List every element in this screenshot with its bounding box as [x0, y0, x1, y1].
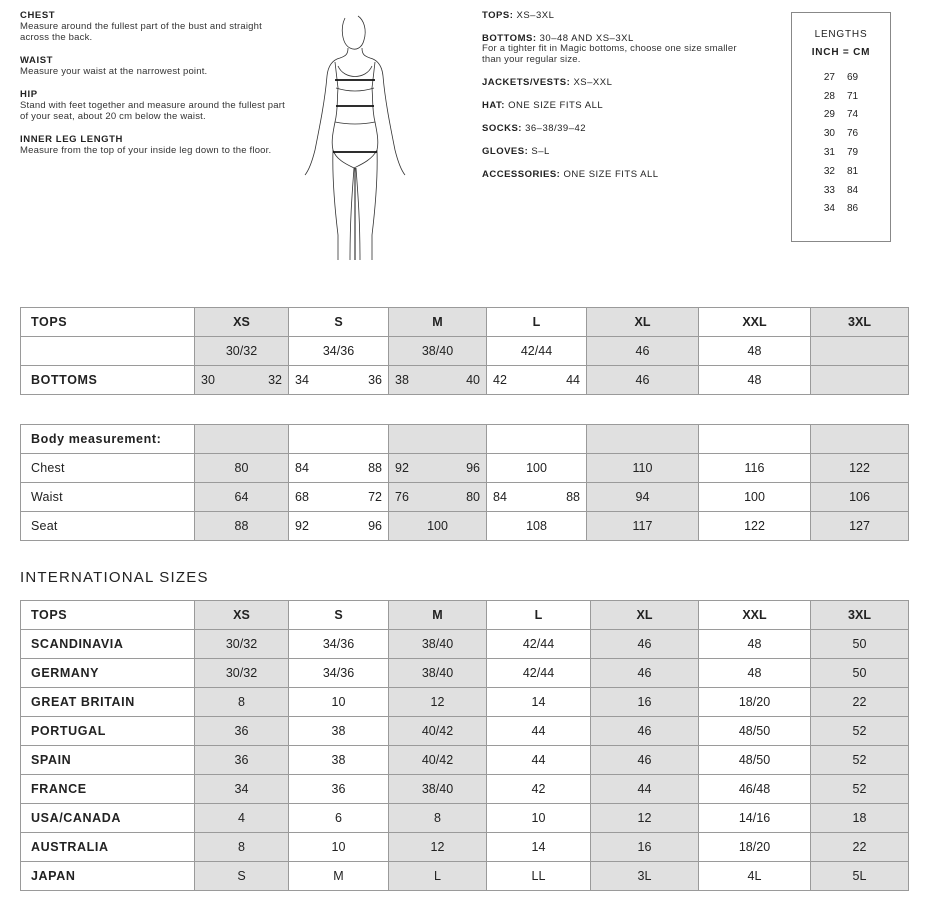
body-value: 84 — [493, 490, 507, 504]
intl-size-cell: 52 — [811, 746, 909, 775]
intl-size-cell: 16 — [591, 833, 699, 862]
body-row-label: Seat — [21, 512, 195, 541]
body-cell: 117 — [587, 512, 699, 541]
intl-size-cell: 34/36 — [289, 659, 389, 688]
length-inch: 28 — [823, 90, 835, 102]
lengths-row — [818, 200, 864, 219]
body-figure-illustration — [300, 10, 410, 265]
intl-size-cell: 14 — [487, 833, 591, 862]
bottoms-cell — [389, 366, 487, 395]
guide-title: HIP — [20, 89, 38, 100]
lengths-row — [818, 68, 864, 87]
lengths-table — [818, 68, 864, 218]
body-row-label: Waist — [21, 483, 195, 512]
body-cell: 122 — [699, 512, 811, 541]
body-cell — [289, 512, 389, 541]
bottoms-label: BOTTOMS — [21, 366, 195, 395]
bottoms-pair-cell: 38/40 — [389, 337, 487, 366]
guide-title: INNER LEG LENGTH — [20, 134, 124, 145]
lengths-row — [818, 124, 864, 143]
size-table — [20, 307, 909, 395]
intl-size-header: L — [487, 601, 591, 630]
fit-key: GLOVES: — [482, 146, 529, 157]
intl-row — [21, 775, 909, 804]
body-value: 68 — [295, 490, 309, 504]
intl-size-cell: 38 — [289, 717, 389, 746]
intl-size-cell: 18/20 — [699, 688, 811, 717]
bottoms-pair-cell: 48 — [699, 337, 811, 366]
body-cell: 80 — [195, 454, 289, 483]
intl-size-cell: 46 — [591, 746, 699, 775]
length-cm: 81 — [847, 165, 859, 177]
body-measurement-table — [20, 424, 909, 541]
bottoms-cell — [195, 366, 289, 395]
intl-size-cell: 18/20 — [699, 833, 811, 862]
intl-size-cell: 34/36 — [289, 630, 389, 659]
fit-jackets — [482, 77, 742, 88]
country-label: FRANCE — [21, 775, 195, 804]
intl-size-cell: 22 — [811, 688, 909, 717]
intl-size-cell: L — [389, 862, 487, 891]
intl-row — [21, 717, 909, 746]
country-label: AUSTRALIA — [21, 833, 195, 862]
intl-size-cell: 44 — [591, 775, 699, 804]
intl-size-cell: 5L — [811, 862, 909, 891]
body-cell: 108 — [487, 512, 587, 541]
size-header-cell: XL — [587, 308, 699, 337]
intl-size-cell: 3L — [591, 862, 699, 891]
body-cell: 100 — [487, 454, 587, 483]
guide-chest — [20, 10, 290, 43]
intl-size-header: XL — [591, 601, 699, 630]
product-size-ranges — [482, 10, 742, 192]
guide-desc: Measure from the top of your inside leg down to the floor. — [20, 145, 272, 156]
intl-size-header: 3XL — [811, 601, 909, 630]
guide-title: WAIST — [20, 55, 54, 66]
length-inch: 32 — [823, 165, 835, 177]
intl-row — [21, 688, 909, 717]
body-cell — [389, 454, 487, 483]
bottoms-pair-cell: 34/36 — [289, 337, 389, 366]
bottoms-cell: 46 — [587, 366, 699, 395]
intl-size-cell: 38/40 — [389, 659, 487, 688]
length-inch: 31 — [823, 147, 835, 159]
fit-key: SOCKS: — [482, 123, 522, 134]
intl-size-cell: 46 — [591, 659, 699, 688]
length-cm: 74 — [847, 109, 859, 121]
intl-size-cell: 50 — [811, 630, 909, 659]
body-value: 88 — [566, 490, 580, 504]
fit-value: ONE SIZE FITS ALL — [563, 169, 659, 180]
fit-key: JACKETS/VESTS: — [482, 77, 571, 88]
country-label: SCANDINAVIA — [21, 630, 195, 659]
size-header-cell: L — [487, 308, 587, 337]
intl-size-cell: 50 — [811, 659, 909, 688]
body-value: 72 — [368, 490, 382, 504]
bottoms-value: 34 — [295, 373, 309, 387]
size-header-row — [21, 308, 909, 337]
intl-size-cell: 14 — [487, 688, 591, 717]
fit-gloves — [482, 146, 742, 157]
length-inch: 30 — [823, 128, 835, 140]
body-header-cell — [389, 425, 487, 454]
empty-label — [21, 337, 195, 366]
intl-header-row — [21, 601, 909, 630]
intl-size-cell: 30/32 — [195, 630, 289, 659]
lengths-row — [818, 106, 864, 125]
body-header-cell — [195, 425, 289, 454]
intl-size-cell: 44 — [487, 746, 591, 775]
body-cell — [389, 483, 487, 512]
body-header-cell — [699, 425, 811, 454]
intl-row — [21, 746, 909, 775]
intl-row — [21, 659, 909, 688]
intl-size-cell: 40/42 — [389, 717, 487, 746]
intl-size-cell: 12 — [389, 833, 487, 862]
lengths-conversion-box — [791, 12, 891, 242]
intl-size-cell: 8 — [389, 804, 487, 833]
fit-value: S–L — [531, 146, 550, 157]
intl-size-cell: 46 — [591, 630, 699, 659]
lengths-row — [818, 162, 864, 181]
body-measurement-label: Body measurement: — [21, 425, 195, 454]
intl-size-cell: 8 — [195, 688, 289, 717]
length-inch: 29 — [823, 109, 835, 121]
length-cm: 76 — [847, 128, 859, 140]
body-row-label: Chest — [21, 454, 195, 483]
intl-size-cell: 42/44 — [487, 630, 591, 659]
body-value: 96 — [466, 461, 480, 475]
lengths-row — [818, 143, 864, 162]
body-cell — [487, 483, 587, 512]
fit-key: BOTTOMS: — [482, 33, 537, 44]
bottoms-pair-cell — [811, 337, 909, 366]
fit-value: 36–38/39–42 — [525, 123, 587, 134]
body-header-cell — [289, 425, 389, 454]
body-cell — [289, 454, 389, 483]
measurement-guide — [20, 10, 290, 168]
intl-size-cell: 12 — [389, 688, 487, 717]
body-cell: 122 — [811, 454, 909, 483]
intl-size-cell: 46/48 — [699, 775, 811, 804]
lengths-row — [818, 181, 864, 200]
body-value: 88 — [368, 461, 382, 475]
fit-note: For a tighter fit in Magic bottoms, choose one size smaller than your regular size. — [482, 43, 737, 65]
intl-size-cell: 18 — [811, 804, 909, 833]
fit-value: XS–3XL — [516, 10, 555, 21]
intl-size-cell: 8 — [195, 833, 289, 862]
intl-row — [21, 630, 909, 659]
body-header-row — [21, 425, 909, 454]
body-header-cell — [811, 425, 909, 454]
bottoms-cell: 48 — [699, 366, 811, 395]
body-cell: 127 — [811, 512, 909, 541]
body-row — [21, 483, 909, 512]
guide-hip — [20, 89, 290, 122]
fit-key: ACCESSORIES: — [482, 169, 561, 180]
intl-row — [21, 833, 909, 862]
intl-size-cell: 14/16 — [699, 804, 811, 833]
intl-size-header: XXL — [699, 601, 811, 630]
bottoms-row — [21, 366, 909, 395]
body-value: 96 — [368, 519, 382, 533]
intl-size-cell: 10 — [487, 804, 591, 833]
intl-size-cell: 44 — [487, 717, 591, 746]
size-header-cell: XS — [195, 308, 289, 337]
fit-value: ONE SIZE FITS ALL — [508, 100, 604, 111]
body-cell: 94 — [587, 483, 699, 512]
bottoms-value: 36 — [368, 373, 382, 387]
body-cell: 100 — [699, 483, 811, 512]
body-value: 92 — [395, 461, 409, 475]
body-cell: 106 — [811, 483, 909, 512]
intl-size-cell: 48/50 — [699, 717, 811, 746]
intl-size-header: S — [289, 601, 389, 630]
fit-socks — [482, 123, 742, 134]
bottoms-cell — [289, 366, 389, 395]
intl-size-cell: 38 — [289, 746, 389, 775]
fit-hat — [482, 100, 742, 111]
bottoms-value: 32 — [268, 373, 282, 387]
bottoms-value: 30 — [201, 373, 215, 387]
lengths-title: LENGTHS — [814, 29, 868, 40]
bottoms-pair-row — [21, 337, 909, 366]
intl-size-cell: 36 — [195, 746, 289, 775]
country-label: USA/CANADA — [21, 804, 195, 833]
bottoms-value: 44 — [566, 373, 580, 387]
intl-tops-label: TOPS — [21, 601, 195, 630]
intl-size-cell: 36 — [289, 775, 389, 804]
guide-desc: Measure around the fullest part of the bust and straight across the back. — [20, 21, 262, 43]
body-row — [21, 512, 909, 541]
length-cm: 69 — [847, 71, 859, 83]
intl-size-cell: 48 — [699, 630, 811, 659]
length-cm: 71 — [847, 90, 859, 102]
intl-size-cell: 36 — [195, 717, 289, 746]
body-cell: 110 — [587, 454, 699, 483]
lengths-row — [818, 87, 864, 106]
intl-size-cell: 4L — [699, 862, 811, 891]
guide-waist — [20, 55, 290, 77]
intl-size-cell: 42/44 — [487, 659, 591, 688]
intl-size-cell: 42 — [487, 775, 591, 804]
intl-size-cell: 38/40 — [389, 775, 487, 804]
size-header-cell: XXL — [699, 308, 811, 337]
size-header-cell: M — [389, 308, 487, 337]
size-header-cell: S — [289, 308, 389, 337]
guide-desc: Measure your waist at the narrowest point. — [20, 66, 208, 77]
tops-label: TOPS — [21, 308, 195, 337]
body-cell: 64 — [195, 483, 289, 512]
bottoms-pair-cell: 42/44 — [487, 337, 587, 366]
lengths-subtitle: INCH = CM — [811, 47, 871, 58]
intl-size-header: XS — [195, 601, 289, 630]
intl-size-cell: 52 — [811, 717, 909, 746]
intl-size-cell: 10 — [289, 833, 389, 862]
intl-size-cell: 10 — [289, 688, 389, 717]
body-row — [21, 454, 909, 483]
country-label: PORTUGAL — [21, 717, 195, 746]
length-cm: 86 — [847, 203, 859, 215]
bottoms-cell — [811, 366, 909, 395]
intl-size-cell: 40/42 — [389, 746, 487, 775]
size-header-cell: 3XL — [811, 308, 909, 337]
intl-size-cell: 52 — [811, 775, 909, 804]
fit-value: XS–XXL — [573, 77, 613, 88]
bottoms-cell — [487, 366, 587, 395]
body-value: 92 — [295, 519, 309, 533]
bottoms-pair-cell: 30/32 — [195, 337, 289, 366]
intl-row — [21, 804, 909, 833]
body-value: 84 — [295, 461, 309, 475]
intl-size-cell: 46 — [591, 717, 699, 746]
body-value: 76 — [395, 490, 409, 504]
intl-size-cell: 48 — [699, 659, 811, 688]
intl-size-cell: 30/32 — [195, 659, 289, 688]
fit-value: 30–48 AND XS–3XL — [539, 33, 634, 44]
guide-desc: Stand with feet together and measure around the fullest part of your seat, about 20 cm below the waist. — [20, 100, 285, 122]
intl-size-cell: M — [289, 862, 389, 891]
intl-size-cell: 34 — [195, 775, 289, 804]
guide-title: CHEST — [20, 10, 56, 21]
body-cell — [289, 483, 389, 512]
intl-size-cell: LL — [487, 862, 591, 891]
international-sizes-title: INTERNATIONAL SIZES — [20, 569, 209, 586]
bottoms-pair-cell: 46 — [587, 337, 699, 366]
body-cell: 88 — [195, 512, 289, 541]
length-inch: 33 — [823, 184, 835, 196]
body-header-cell — [587, 425, 699, 454]
intl-size-cell: 6 — [289, 804, 389, 833]
intl-size-cell: 22 — [811, 833, 909, 862]
intl-size-cell: 12 — [591, 804, 699, 833]
length-cm: 79 — [847, 147, 859, 159]
fit-tops — [482, 10, 742, 21]
country-label: JAPAN — [21, 862, 195, 891]
intl-size-cell: S — [195, 862, 289, 891]
intl-size-cell: 38/40 — [389, 630, 487, 659]
length-inch: 34 — [823, 203, 835, 215]
length-cm: 84 — [847, 184, 859, 196]
bottoms-value: 38 — [395, 373, 409, 387]
body-cell: 100 — [389, 512, 487, 541]
body-value: 80 — [466, 490, 480, 504]
length-inch: 27 — [823, 71, 835, 83]
guide-inner-leg — [20, 134, 290, 156]
country-label: SPAIN — [21, 746, 195, 775]
intl-row — [21, 862, 909, 891]
fit-bottoms — [482, 33, 742, 65]
bottoms-value: 40 — [466, 373, 480, 387]
international-sizes-table — [20, 600, 909, 891]
intl-size-header: M — [389, 601, 487, 630]
intl-size-cell: 4 — [195, 804, 289, 833]
body-cell: 116 — [699, 454, 811, 483]
intl-size-cell: 48/50 — [699, 746, 811, 775]
fit-key: TOPS: — [482, 10, 514, 21]
country-label: GREAT BRITAIN — [21, 688, 195, 717]
body-header-cell — [487, 425, 587, 454]
bottoms-value: 42 — [493, 373, 507, 387]
country-label: GERMANY — [21, 659, 195, 688]
fit-key: HAT: — [482, 100, 505, 111]
intl-size-cell: 16 — [591, 688, 699, 717]
fit-accessories — [482, 169, 742, 180]
